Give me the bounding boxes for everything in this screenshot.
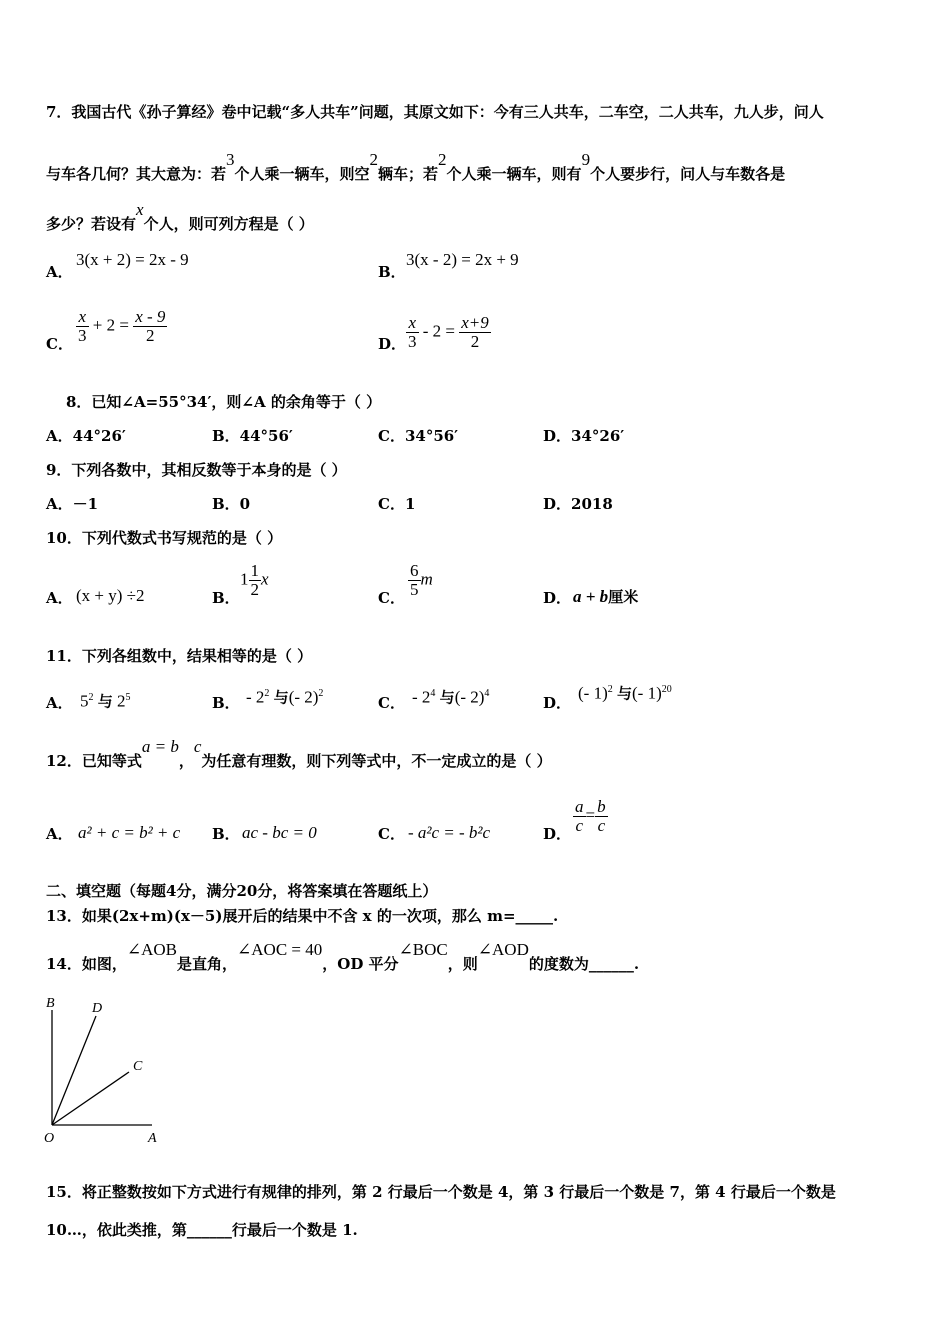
q12-option-b-label: B． bbox=[212, 825, 240, 843]
exponent: 2 bbox=[264, 688, 270, 699]
q7-text: 个人乘一辆车，则有 bbox=[446, 165, 582, 183]
q14-stem bbox=[46, 940, 640, 974]
q12-option-a-label: A． bbox=[46, 825, 73, 843]
q7-option-b-label: B． bbox=[378, 263, 406, 281]
exponent: 4 bbox=[430, 688, 436, 699]
variable: x bbox=[261, 569, 269, 589]
q7-option-d-label: D． bbox=[378, 335, 407, 353]
q11-stem: 11．下列各组数中，结果相等的是（ ） bbox=[46, 647, 313, 665]
angle-figure bbox=[40, 990, 180, 1150]
q12-option-c: - a²c = - b²c bbox=[408, 823, 491, 842]
exponent: 5 bbox=[125, 692, 131, 703]
fraction-denominator: 5 bbox=[410, 580, 419, 599]
connector: 与 bbox=[439, 688, 455, 707]
q11-option-c bbox=[412, 684, 489, 708]
q15-line1: 15．将正整数按如下方式进行有规律的排列，第 2 行最后一个数是 4，第 3 行最后一个数是 7，第 4 行最后一个数是 bbox=[46, 1183, 836, 1201]
q7-text: 与车各几何？其大意为：若 bbox=[46, 165, 227, 183]
expression: a + b bbox=[573, 587, 609, 606]
q9-option-b: B．0 bbox=[212, 495, 251, 513]
q8-option-a: A．44°26′ bbox=[46, 427, 126, 445]
q10-option-d-label: D． bbox=[543, 589, 572, 607]
q12-text: 为任意有理数，则下列等式中，不一定成立的是（ ） bbox=[201, 752, 552, 770]
q7-var-x: x bbox=[136, 200, 144, 219]
fraction-numerator: a bbox=[575, 797, 584, 816]
q11-option-a-label: A． bbox=[46, 694, 73, 712]
q12-option-b: ac - bc = 0 bbox=[242, 823, 317, 842]
variable: m bbox=[420, 569, 433, 589]
q7-c-operator: + 2 = bbox=[92, 315, 129, 335]
q10-option-a-label: A． bbox=[46, 589, 73, 607]
exponent: 4 bbox=[484, 688, 490, 699]
q7-num-2: 2 bbox=[369, 150, 379, 169]
q7-text: 辆车；若 bbox=[378, 165, 439, 183]
q8-option-b: B．44°56′ bbox=[212, 427, 293, 445]
q9-option-d: D．2018 bbox=[543, 495, 613, 513]
q8-option-c: C．34°56′ bbox=[378, 427, 459, 445]
q8-option-d: D．34°26′ bbox=[543, 427, 625, 445]
fraction-numerator: 6 bbox=[410, 561, 419, 580]
q12-option-d-label: D． bbox=[543, 825, 572, 843]
section-heading: 二、填空题（每题4分，满分20分，将答案填在答题纸上） bbox=[46, 882, 438, 900]
fraction-denominator: 2 bbox=[250, 580, 259, 599]
fraction-numerator: 1 bbox=[250, 561, 259, 580]
q7-option-c bbox=[76, 308, 167, 345]
q8-stem: 8．已知∠A=55°34′，则∠A 的余角等于（ ） bbox=[66, 393, 382, 411]
q12-text: ， bbox=[178, 752, 194, 770]
q11-option-b bbox=[246, 684, 323, 708]
q12-text: 12．已知等式 bbox=[46, 752, 142, 770]
q12-equation: a = b bbox=[141, 737, 179, 756]
q7-text: 个人乘一辆车，则空 bbox=[234, 165, 370, 183]
q13: 13．如果(2x+m)(x－5)展开后的结果中不含 x 的一次项，那么 m=_____. bbox=[46, 907, 559, 925]
fraction-numerator: x bbox=[406, 314, 419, 333]
q11-option-d-label: D． bbox=[543, 694, 572, 712]
q14-text: 14．如图， bbox=[46, 955, 127, 973]
fraction-numerator: x - 9 bbox=[135, 307, 166, 326]
q7-num-3: 3 bbox=[226, 150, 235, 169]
fraction-denominator: c bbox=[597, 816, 606, 835]
fraction-numerator: b bbox=[597, 797, 606, 816]
q7-line1: 7．我国古代《孙子算经》卷中记载“多人共车”问题，其原文如下：今有三人共车，二车空，二人共车，九人步，问人 bbox=[46, 103, 824, 121]
fraction-numerator: x+9 bbox=[461, 313, 489, 332]
base: (- 1) bbox=[632, 683, 662, 703]
q9-stem: 9．下列各数中，其相反数等于本身的是（ ） bbox=[46, 461, 347, 479]
base: (- 2) bbox=[454, 687, 485, 707]
connector: 与 bbox=[616, 684, 632, 703]
q7-text: 个人要步行，问人与车数各是 bbox=[590, 165, 786, 183]
equals: = bbox=[585, 805, 596, 825]
q14-angle: ∠AOD bbox=[477, 940, 529, 959]
q14-angle: ∠AOC = 40 bbox=[237, 940, 323, 959]
q14-angle: ∠AOB bbox=[126, 940, 178, 959]
q11-option-c-label: C． bbox=[378, 694, 405, 712]
q12-stem bbox=[46, 737, 552, 771]
label-c: C bbox=[133, 1059, 143, 1074]
base: (- 1) bbox=[578, 683, 608, 703]
base: - 2 bbox=[246, 687, 265, 707]
q12-option-d bbox=[573, 798, 608, 835]
fraction-denominator: 2 bbox=[470, 332, 480, 351]
exponent: 20 bbox=[661, 684, 672, 695]
q7-num-2: 2 bbox=[438, 150, 447, 169]
q7-option-d bbox=[406, 314, 491, 351]
q7-line3 bbox=[46, 200, 314, 234]
q11-option-a bbox=[80, 688, 131, 712]
q10-option-b bbox=[240, 562, 269, 599]
q10-option-d bbox=[573, 587, 638, 607]
q10-option-c-label: C． bbox=[378, 589, 405, 607]
q7-d-operator: - 2 = bbox=[422, 321, 455, 341]
label-b: B bbox=[46, 996, 55, 1011]
label-a: A bbox=[148, 1131, 157, 1146]
q10-option-b-label: B． bbox=[212, 589, 240, 607]
connector: 与 bbox=[97, 692, 113, 711]
fraction-denominator: 2 bbox=[146, 326, 155, 345]
q11-option-b-label: B． bbox=[212, 694, 240, 712]
base: (- 2) bbox=[288, 687, 319, 707]
q7-option-a: 3(x + 2) = 2x - 9 bbox=[76, 250, 189, 269]
unit: 厘米 bbox=[608, 588, 639, 606]
q10-option-a: (x + y) ÷2 bbox=[76, 586, 145, 605]
q14-text: ，OD 平分 bbox=[322, 955, 399, 973]
q7-option-b: 3(x - 2) = 2x + 9 bbox=[406, 250, 519, 269]
q7-text: 个人，则可列方程是（ ） bbox=[143, 215, 314, 233]
q14-text: 的度数为______. bbox=[528, 955, 640, 973]
q14-angle: ∠BOC bbox=[398, 940, 448, 959]
q7-text: 多少？若设有 bbox=[46, 215, 137, 233]
label-o: O bbox=[44, 1131, 55, 1146]
exponent: 2 bbox=[607, 684, 613, 695]
label-d: D bbox=[92, 1001, 103, 1016]
q15-line2: 10…，依此类推，第______行最后一个数是 1. bbox=[46, 1221, 358, 1239]
q12-option-a: a² + c = b² + c bbox=[78, 823, 181, 842]
base: - 2 bbox=[412, 687, 431, 707]
q12-var-c: c bbox=[193, 737, 202, 756]
q7-num-9: 9 bbox=[581, 150, 591, 169]
fraction-numerator: x bbox=[76, 308, 89, 327]
q7-option-a-label: A． bbox=[46, 263, 73, 281]
q9-option-a: A．－1 bbox=[46, 495, 99, 513]
fraction-denominator: 3 bbox=[408, 332, 417, 351]
exponent: 2 bbox=[88, 692, 94, 703]
q7-option-c-label: C． bbox=[46, 335, 73, 353]
base: 5 bbox=[80, 691, 89, 711]
base: 2 bbox=[117, 691, 126, 711]
q10-stem: 10．下列代数式书写规范的是（ ） bbox=[46, 529, 283, 547]
exponent: 2 bbox=[318, 688, 324, 699]
q10-option-c bbox=[408, 562, 433, 599]
q14-text: ，则 bbox=[447, 955, 478, 973]
q12-option-c-label: C． bbox=[378, 825, 405, 843]
q14-text: 是直角， bbox=[177, 955, 238, 973]
q7-line2 bbox=[46, 150, 786, 184]
ray-od bbox=[52, 1016, 96, 1125]
q11-option-d bbox=[578, 680, 672, 704]
mixed-number-whole: 1 bbox=[240, 569, 249, 589]
connector: 与 bbox=[273, 688, 289, 707]
q9-option-c: C．1 bbox=[378, 495, 416, 513]
fraction-denominator: 3 bbox=[78, 326, 87, 345]
ray-oc bbox=[52, 1072, 129, 1125]
fraction-denominator: c bbox=[575, 816, 584, 835]
